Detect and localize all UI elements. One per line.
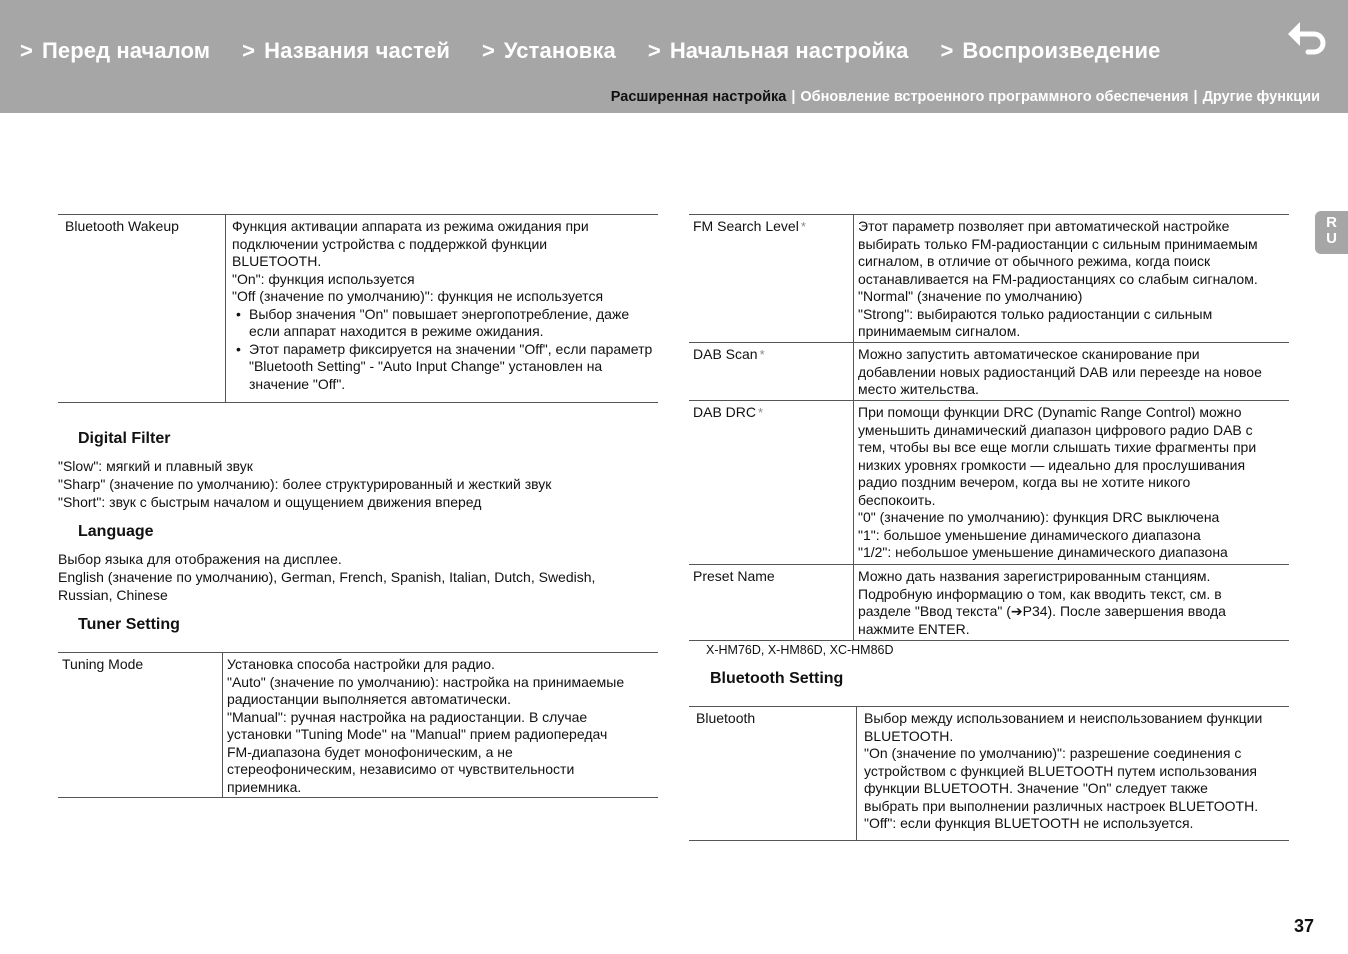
nav-part-names[interactable]: > Названия частей <box>242 38 450 63</box>
param-description <box>854 401 1290 565</box>
description-line: BLUETOOTH. <box>864 727 954 744</box>
nav-playback[interactable]: > Воспроизведение <box>940 38 1161 63</box>
nav-initial-setup[interactable]: > Начальная настройка <box>647 38 909 63</box>
description-line: "On": функция используется <box>232 270 415 287</box>
description-line: "1/2": небольшое уменьшение динамического диапазона <box>858 544 1228 560</box>
param-name <box>689 401 854 565</box>
description-line: Подробную информацию о том, как вводить текст, см. в <box>858 585 1222 602</box>
description-line: тем, чтобы вы все еще могли слышать тихие фрагменты при <box>858 439 1257 455</box>
description-line: Установка способа настройки для радио. <box>227 656 495 672</box>
nav-before-start[interactable]: > Перед началом <box>20 38 211 63</box>
param-description <box>857 707 1290 841</box>
arrow-right-icon: ➔ <box>1010 603 1023 619</box>
description-line: выбирать только FM-радиостанции с сильным принимаемым <box>858 235 1258 252</box>
lang-tab-letter: U <box>1326 230 1337 247</box>
section-title-digital-filter: Digital Filter <box>78 430 171 447</box>
param-name-text: FM Search Level <box>693 218 799 234</box>
description-line: "Off": если функция BLUETOOTH не используется. <box>864 815 1194 831</box>
description-line: стереофоническим, независимо от чувствительности <box>227 761 575 777</box>
description-line: BLUETOOTH. <box>232 253 322 269</box>
description-line: сигналом, в отличие от обычного режима, когда поиск <box>858 253 1211 269</box>
param-description <box>223 653 659 798</box>
asterisk-icon: * <box>758 405 764 420</box>
param-description <box>854 565 1290 641</box>
text-line: "Slow": мягкий и плавный звук <box>58 458 253 474</box>
header-bar <box>0 0 1348 113</box>
description-line: установки "Tuning Mode" на "Manual" прием радиопередач <box>227 726 608 742</box>
description-line: Можно запустить автоматическое сканирование при <box>858 346 1200 362</box>
description-line <box>858 603 1285 621</box>
bluetooth-setting-table <box>689 706 1289 841</box>
description-line: "Off (значение по умолчанию)": функция не используется <box>232 288 604 304</box>
asterisk-icon: * <box>759 347 765 362</box>
bullet-note: • Этот параметр фиксируется на значении "Off", если параметр "Bluetooth Setting" - "Auto Input Change" установлен на значение "Off". <box>232 341 654 394</box>
table-row <box>689 707 1289 841</box>
description-line: место жительства. <box>858 381 979 397</box>
description-line: беспокоить. <box>858 491 936 508</box>
lang-tab-letter: R <box>1326 214 1337 231</box>
param-name-text: DAB DRC <box>693 404 757 420</box>
description-line: FM-диапазона будет монофоническим, а не <box>227 743 513 760</box>
description-text: разделе "Ввод текста" ( <box>858 603 1011 619</box>
text-line: English (значение по умолчанию), German, French, Spanish, Italian, Dutch, Swedish, <box>58 569 596 585</box>
text-line: "Sharp" (значение по умолчанию): более структурированный и жесткий звук <box>58 476 552 492</box>
description-line: приемника. <box>227 778 302 795</box>
bluetooth-wakeup-table <box>58 214 658 403</box>
table-row <box>689 343 1289 401</box>
description-line: Этот параметр позволяет при автоматической настройке <box>858 218 1230 234</box>
tuner-params-table <box>689 214 1289 641</box>
section-title-tuner-setting: Tuner Setting <box>78 616 180 633</box>
param-description <box>226 215 659 403</box>
description-line: радиостанции выполняется автоматически. <box>227 691 511 707</box>
description-line: "1": большое уменьшение динамического диапазона <box>858 526 1201 543</box>
model-note: X-HM76D, X-HM86D, XC-HM86D <box>706 643 894 657</box>
section-title-language: Language <box>78 523 154 540</box>
param-description <box>854 343 1290 401</box>
subnav-other-functions[interactable]: Другие функции <box>1202 89 1320 105</box>
language-tab <box>1315 211 1348 254</box>
description-line: "Normal" (значение по умолчанию) <box>858 288 1083 304</box>
description-line: "On (значение по умолчанию)": разрешение соединения с <box>864 745 1242 761</box>
main-nav <box>20 38 1193 64</box>
description-line: радио поздним вечером, когда вы не хотите никого <box>858 474 1191 490</box>
sub-nav <box>611 89 1320 105</box>
description-line: функции BLUETOOTH. Значение "On" следует также <box>864 780 1208 796</box>
description-line: устройством с функцией BLUETOOTH путем использования <box>864 762 1258 779</box>
bullet-note: • Выбор значения "On" повышает энергопотребление, даже если аппарат находится в режиме ожидания. <box>232 306 654 341</box>
tuner-setting-table <box>58 652 658 798</box>
description-line: низких уровнях громкости — идеально для прослушивания <box>858 456 1246 473</box>
table-row <box>58 653 658 798</box>
param-name-text: DAB Scan <box>693 346 758 362</box>
page-number: 37 <box>1294 916 1315 936</box>
param-name <box>689 215 854 343</box>
param-name <box>689 343 854 401</box>
asterisk-icon: * <box>800 219 806 234</box>
description-line: "Strong": выбираются только радиостанции с сильным <box>858 305 1213 322</box>
digital-filter-text <box>58 457 658 511</box>
description-line: Функция активации аппарата из режима ожидания при <box>232 218 589 234</box>
description-line: выбрать при выполнении различных настроек BLUETOOTH. <box>864 797 1259 814</box>
table-row <box>689 401 1289 565</box>
text-line: Russian, Chinese <box>58 587 168 603</box>
param-name: Bluetooth <box>689 707 857 841</box>
return-arrow-icon[interactable] <box>1284 12 1330 56</box>
description-line: Выбор между использованием и неиспользованием функции <box>864 710 1263 726</box>
section-title-bluetooth-setting: Bluetooth Setting <box>710 670 844 687</box>
subnav-firmware-update[interactable]: Обновление встроенного программного обеспечения <box>800 89 1189 105</box>
description-line: принимаемым сигналом. <box>858 323 1021 339</box>
description-line: "Auto" (значение по умолчанию): настройка на принимаемые <box>227 673 625 690</box>
subnav-advanced-setup: Расширенная настройка <box>610 89 787 105</box>
param-name: Preset Name <box>689 565 854 641</box>
description-line: нажмите ENTER. <box>858 620 970 637</box>
subnav-separator: | <box>1193 89 1198 105</box>
description-line: "Manual": ручная настройка на радиостанции. В случае <box>227 708 588 725</box>
subnav-separator: | <box>791 89 796 105</box>
description-line: "0" (значение по умолчанию): функция DRC выключена <box>858 509 1220 525</box>
description-line: При помощи функции DRC (Dynamic Range Control) можно <box>858 404 1242 420</box>
table-row <box>689 215 1289 343</box>
description-line: добавлении новых радиостанций DAB или переезде на новое <box>858 363 1262 380</box>
param-name: Tuning Mode <box>58 653 223 798</box>
description-line: останавливается на FM-радиостанциях со слабым сигналом. <box>858 270 1258 287</box>
param-description <box>854 215 1290 343</box>
description-line: Можно дать названия зарегистрированным станциям. <box>858 568 1211 584</box>
language-text <box>58 550 658 604</box>
nav-installation[interactable]: > Установка <box>481 38 616 63</box>
text-line: Выбор языка для отображения на дисплее. <box>58 551 342 567</box>
description-line: уменьшить динамический диапазон цифрового радио DAB с <box>858 421 1253 438</box>
description-line: подключении устройства с поддержкой функции <box>232 235 548 252</box>
text-line: "Short": звук с быстрым началом и ощущением движения вперед <box>58 494 482 510</box>
page-reference-link[interactable]: P34). После завершения ввода <box>1022 603 1226 619</box>
table-row <box>689 565 1289 641</box>
param-name: Bluetooth Wakeup <box>58 215 226 403</box>
table-row <box>58 215 658 403</box>
